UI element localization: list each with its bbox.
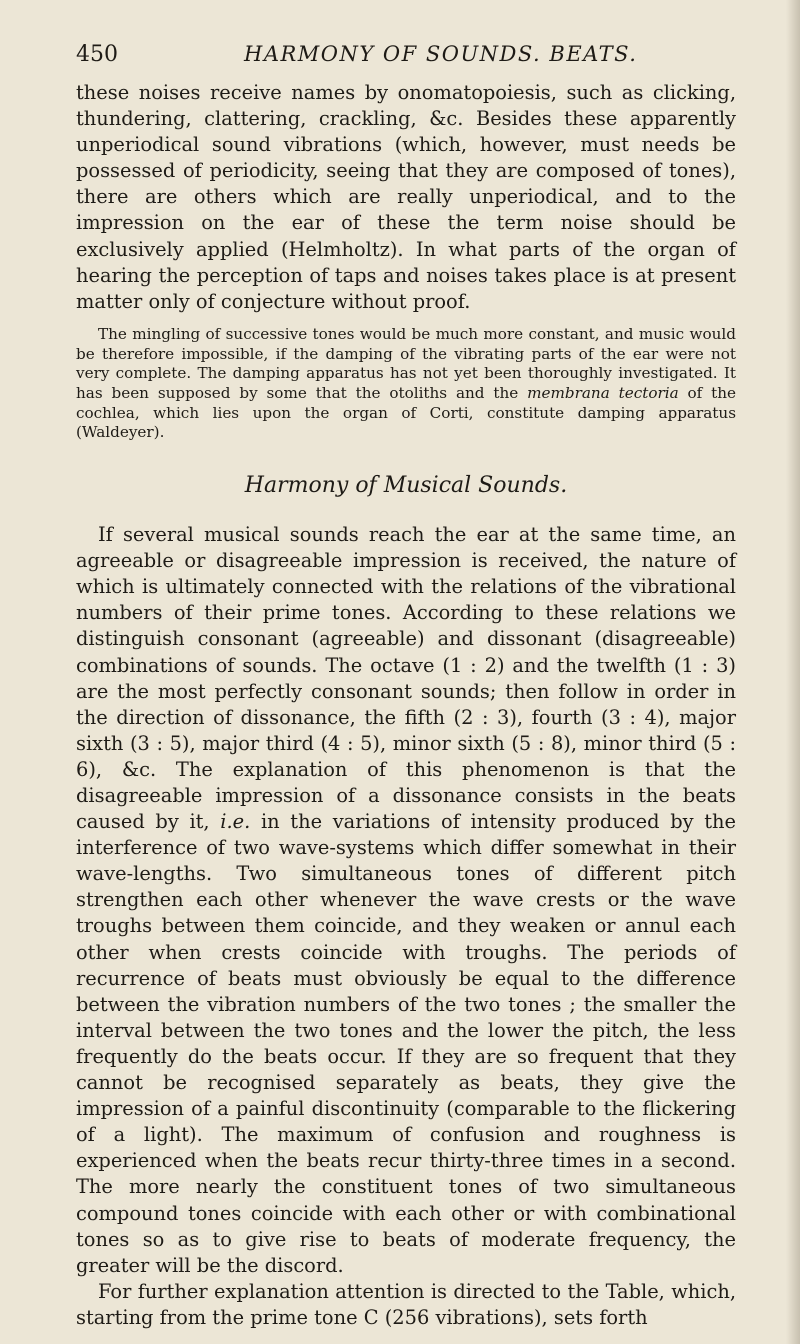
note-text-part-1: The mingling of successive tones would be much more constant, and music would be therefore impossible, if the damping of the vibrating parts of the ear were not very complete. The damping apparatus has not yet been thoroughly investigated. It has been supposed by some that the otoliths and the [76, 324, 736, 402]
running-title: HARMONY OF SOUNDS. BEATS. [244, 42, 638, 66]
small-print-note [76, 325, 736, 443]
paragraph-2-ie: i.e. [220, 810, 251, 834]
note-text-part-2: of the cochlea, which lies upon the organ of Corti, constitute damping apparatus (Waldeyer). [76, 383, 737, 442]
page-number: 450 [76, 42, 118, 67]
body-paragraph-3: For further explanation attention is directed to the Table, which, starting from the prime tone C (256 vibrations), sets forth [76, 1279, 736, 1329]
running-head [76, 42, 736, 80]
section-heading: Harmony of Musical Sounds. [244, 473, 568, 499]
paragraph-2-part-1: If several musical sounds reach the ear at the same time, an agreeable or disagreeable impression is received, the nature of which is ultimately connected with the relations of the vibrational numbers of their prime tones. According to these relations we distinguish consonant (agreeable) and dissonant (disagreeable) combinations of sounds. The octave (1 : 2) and the twelfth (1 : 3) are the most perfectly consonant sounds; then follow in order in the direction of dissonance, the fifth (2 : 3), fourth (3 : 4), major sixth (3 : 5), major third (4 : 5), minor sixth (5 : 8), minor third (5 : 6), &c. The explanation of this phenomenon is that the disagreeable impression of a dissonance consists in the beats caused by it, [76, 523, 736, 834]
note-term: membrana tectoria [527, 383, 679, 402]
body-paragraph-1: these noises receive names by onomatopoiesis, such as clicking, thundering, clattering, crackling, &c. Besides these apparently unperiodical sound vibrations (which, however, must needs be possessed of periodicity, seeing that they are composed of tones), there are others which are really unperiodical, and to the impression on the ear of these the term noise should be exclusively applied (Helmholtz). In what parts of the organ of hearing the perception of taps and noises takes place is at present matter only of conjecture without proof. [76, 81, 736, 313]
paragraph-2-part-2: in the variations of intensity produced by the interference of two wave-systems which differ somewhat in their wave-lengths. Two simultaneous tones of different pitch strengthen each other whenever the wave crests or the wave troughs between them coincide, and they weaken or annul each other when crests coincide with troughs. The periods of recurrence of beats must obviously be equal to the difference between the vibration numbers of the two tones ; the smaller the interval between the two tones and the lower the pitch, the less frequently do the beats occur. If they are so frequent that they cannot be recognised separately as beats, they give the impression of a painful discontinuity (comparable to the flickering of a light). The maximum of confusion and roughness is experienced when the beats recur thirty-three times in a second. The more nearly the constituent tones of two simultaneous compound tones coincide with each other or with combinational tones so as to give rise to beats of moderate frequency, the greater will be the discord. [76, 810, 737, 1277]
body-paragraph-2 [76, 522, 736, 1279]
page-edge-shadow [786, 0, 800, 1344]
